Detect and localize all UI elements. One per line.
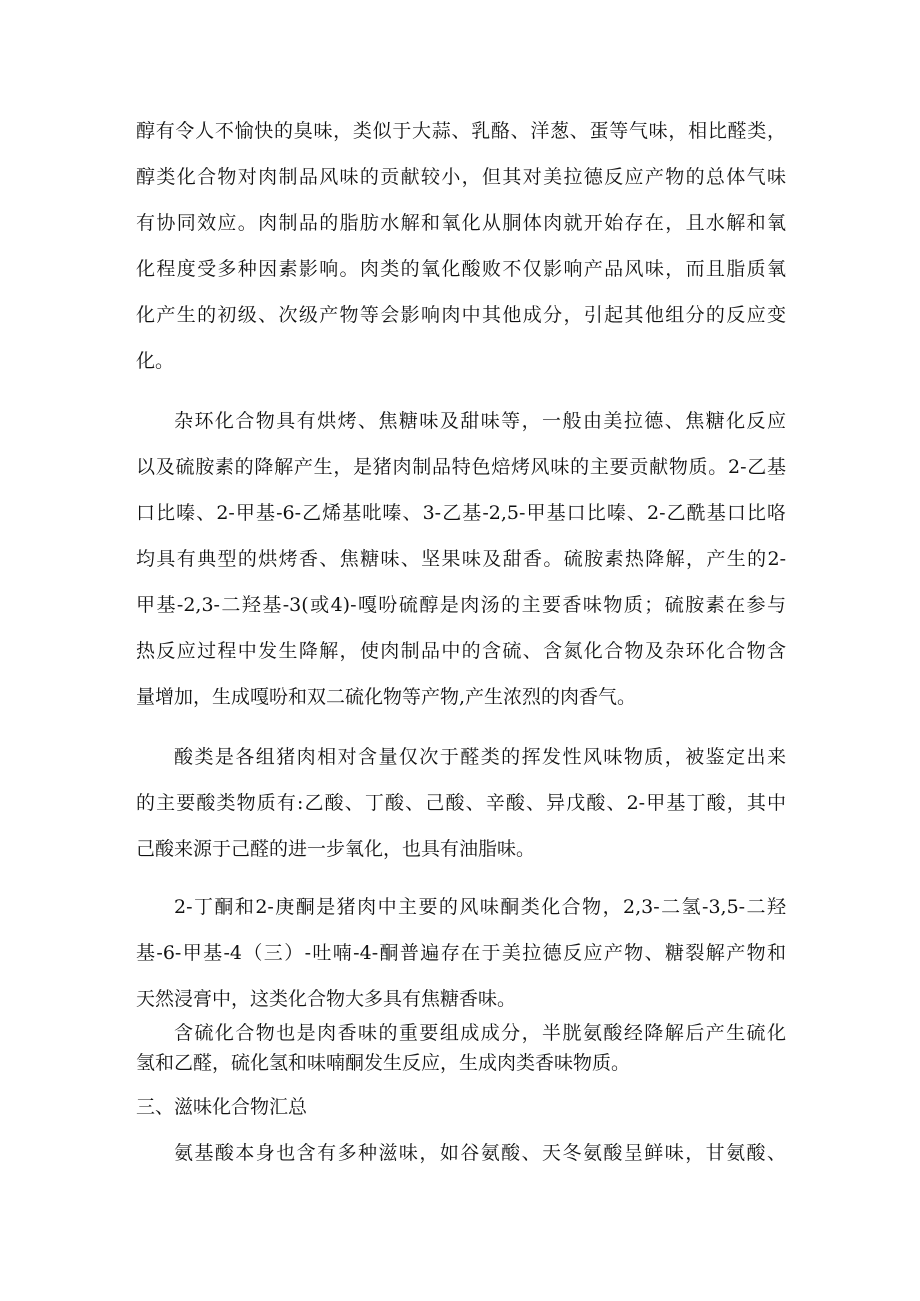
text-line: 氢和乙醛，硫化氢和味喃酮发生反应，生成肉类香味物质。 — [136, 1052, 631, 1074]
text-line: 甲基-2,3-二羟基-3(或4)-嘎吩硫醇是肉汤的主要香味物质；硫胺素在参与 — [136, 594, 786, 616]
text-line: 氨基酸本身也含有多种滋味，如谷氨酸、天冬氨酸呈鲜味，甘氨酸、 — [174, 1142, 786, 1164]
text-line: 醇类化合物对肉制品风味的贡献较小，但其对美拉德反应产物的总体气味 — [136, 166, 786, 188]
text-line: 己酸来源于己醛的进一步氧化，也具有油脂味。 — [136, 838, 536, 860]
text-line: 天然浸膏中，这类化合物大多具有焦糖香味。 — [136, 988, 517, 1010]
text-line: 含硫化合物也是肉香味的重要组成成分，半胱氨酸经降解后产生硫化 — [174, 1022, 786, 1044]
text-line: 2-丁酮和2-庚酮是猪肉中主要的风味酮类化合物，2,3-二氢-3,5-二羟 — [174, 896, 786, 918]
text-line: 化。 — [136, 350, 175, 372]
text-line: 化产生的初级、次级产物等会影响肉中其他成分，引起其他组分的反应变 — [136, 304, 786, 326]
text-line: 有协同效应。肉制品的脂肪水解和氧化从胴体肉就开始存在，且水解和氧 — [136, 212, 786, 234]
section-heading: 三、滋味化合物汇总 — [136, 1096, 308, 1118]
text-line: 醇有令人不愉快的臭味，类似于大蒜、乳酪、洋葱、蛋等气味，相比醛类， — [136, 120, 786, 142]
text-line: 的主要酸类物质有:乙酸、丁酸、己酸、辛酸、异戊酸、2-甲基丁酸，其中 — [136, 792, 786, 814]
text-line: 热反应过程中发生降解，使肉制品中的含硫、含氮化合物及杂环化合物含 — [136, 640, 786, 662]
text-line: 均具有典型的烘烤香、焦糖味、坚果味及甜香。硫胺素热降解，产生的2- — [136, 548, 786, 570]
text-line: 量增加，生成嘎吩和双二硫化物等产物,产生浓烈的肉香气。 — [136, 686, 637, 708]
text-line: 杂环化合物具有烘烤、焦糖味及甜味等，一般由美拉德、焦糖化反应 — [174, 410, 786, 432]
text-line: 化程度受多种因素影响。肉类的氧化酸败不仅影响产品风味，而且脂质氧 — [136, 258, 786, 280]
text-line: 口比嗪、2-甲基-6-乙烯基吡嗪、3-乙基-2,5-甲基口比嗪、2-乙酰基口比咯 — [136, 502, 786, 524]
text-line: 酸类是各组猪肉相对含量仅次于醛类的挥发性风味物质，被鉴定出来 — [174, 746, 786, 768]
text-line: 以及硫胺素的降解产生，是猪肉制品特色焙烤风味的主要贡献物质。2-乙基 — [136, 456, 786, 478]
text-line: 基-6-甲基-4（三）-吐喃-4-酮普遍存在于美拉德反应产物、糖裂解产物和 — [136, 942, 786, 964]
